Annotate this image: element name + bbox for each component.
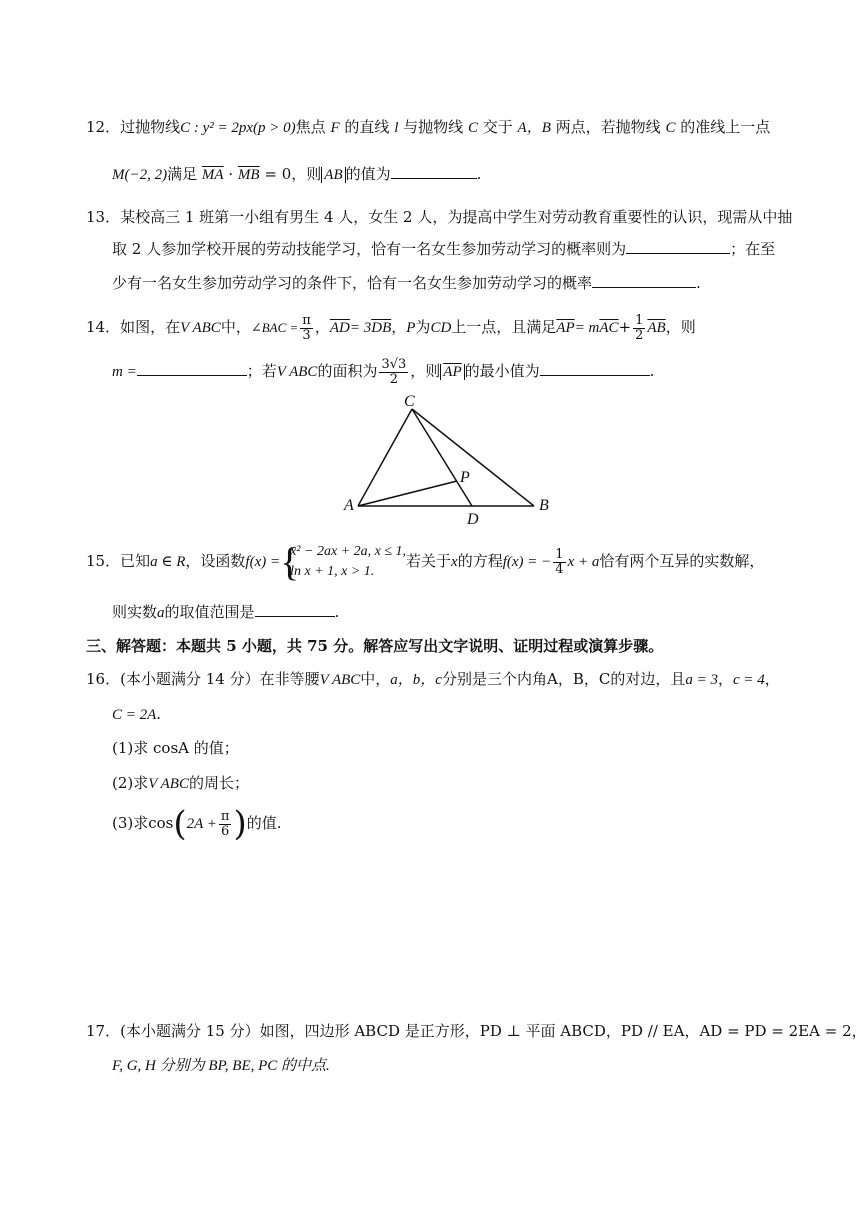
q16-text: ， (764, 670, 780, 688)
q15-text: x + a (567, 554, 600, 570)
answer-blank (137, 361, 247, 376)
q16-part-2-text: 的周长； (188, 774, 249, 792)
q14-text: ，则 (410, 362, 441, 380)
q15-text: 若关于 (406, 552, 452, 570)
q12-text: 焦点 (295, 118, 326, 136)
q14-text: 为 (415, 318, 431, 336)
q16-part-1-text: (1)求 cosA 的值； (112, 739, 239, 757)
q14-text: = 3 (349, 320, 372, 336)
q14-vector-ac: $\overline{AC}$ (599, 320, 619, 336)
q13-text: ；在至 (730, 240, 776, 258)
frac-num: π (302, 312, 311, 328)
q16-a-eq: a = 3 (685, 672, 718, 688)
frac-num: 3√3 (381, 356, 407, 372)
q15-text: 的取值范围是 (164, 603, 255, 621)
q16-triangle: V ABC (319, 672, 361, 688)
q14-abs-ap: $\overline{AP}$ (440, 364, 464, 380)
q16-part-3-text: 的值. (246, 814, 282, 832)
q14-vector-ab: $\overline{AB}$ (647, 320, 666, 336)
q16-text: (本小题满分 14 分）在非等腰 (120, 670, 320, 688)
q14-text: 的面积为 (317, 362, 378, 380)
q13-text: 某校高三 1 班第一小组有男生 4 人，女生 2 人，为提高中学生对劳动教育重要性的认识，现需从中抽 (120, 208, 793, 226)
q13-text: 少有一名女生参加劳动学习的条件下，恰有一名女生参加劳动学习的概率 (112, 274, 593, 292)
q12-text: 与抛物线 (403, 118, 464, 136)
paren-left: ( (173, 804, 187, 844)
q12-var: l (394, 120, 399, 136)
q12-text: 的值为 (345, 165, 391, 183)
q15-text: 恰有两个互异的实数解， (599, 552, 765, 570)
q12-line1 (86, 116, 770, 139)
frac-num: 1 (635, 312, 644, 328)
segment-cd (412, 409, 472, 506)
q15-fx: f(x) = (245, 554, 281, 570)
q14-frac-area (379, 358, 408, 387)
q16-line1 (86, 668, 780, 691)
q16-text: 分别是三个内角 (441, 670, 547, 688)
q15-line2 (112, 601, 339, 624)
q13-line2 (112, 238, 775, 260)
label-b: B (539, 497, 549, 514)
q13-text: . (696, 274, 701, 292)
q15-var: a (157, 605, 165, 621)
q16-part2 (112, 772, 249, 795)
brace-icon: { (280, 539, 300, 584)
q15-text: 已知 (120, 552, 151, 570)
q16-cos: cos (148, 814, 174, 832)
q15-piece-2: ln x + 1, x > 1. (290, 564, 375, 579)
q14-triangle: V ABC (180, 320, 221, 336)
q13-text: 取 2 人参加学校开展的劳动技能学习，恰有一名女生参加劳动学习的概率则为 (112, 240, 627, 258)
q16-line2 (112, 703, 161, 726)
q14-text: 中， (220, 318, 251, 336)
side-ac (358, 409, 412, 506)
q14-frac-half (633, 314, 645, 343)
paren-right: ) (233, 804, 247, 844)
q14-var: P (406, 320, 416, 336)
frac-num: 1 (555, 546, 564, 562)
q12-point-m: M(−2, 2) (112, 167, 168, 183)
q16-text: . (156, 705, 162, 723)
section-3-text: 三、解答题：本题共 5 小题，共 75 分。解答应写出文字说明、证明过程或演算步骤。 (86, 637, 664, 655)
q15-number: 15． (86, 552, 121, 570)
q15-text: . (334, 603, 340, 621)
q14-frac-pi3 (300, 314, 313, 343)
q12-line2 (112, 163, 481, 186)
q14-m: m = (112, 364, 137, 380)
q13-number: 13． (86, 208, 121, 226)
q12-var: A，B (517, 120, 551, 136)
frac-den: 3 (302, 327, 311, 343)
label-p: P (460, 469, 470, 486)
q15-var: x (451, 554, 458, 570)
q14-number: 14． (86, 318, 121, 336)
q12-text: 过抛物线 (120, 118, 181, 136)
q12-text: 的直线 (344, 118, 390, 136)
q15-text: f(x) = − (502, 554, 552, 570)
q15-piecewise (280, 539, 407, 584)
q15-line1 (86, 540, 764, 583)
label-c: C (404, 393, 415, 410)
q15-a-in-r: a ∈ R (150, 554, 186, 570)
q16-inner: 2A + (186, 816, 217, 832)
q12-text: 两点，若抛物线 (555, 118, 661, 136)
q12-text: · (228, 165, 234, 183)
q16-part1 (112, 737, 239, 759)
q17-line2 (112, 1055, 330, 1077)
q12-text: . (476, 165, 482, 183)
q15-frac-quarter (553, 548, 565, 577)
frac-den: 2 (635, 327, 644, 343)
q14-vector-ad: $\overline{AD}$ (329, 320, 350, 336)
triangle-figure (340, 392, 560, 528)
q15-text: 则实数 (112, 603, 158, 621)
q14-text: . (649, 362, 655, 380)
q15-text: ，设函数 (185, 552, 246, 570)
answer-blank (592, 273, 696, 288)
q14-text: 的最小值为 (464, 362, 540, 380)
q16-triangle: V ABC (148, 776, 189, 792)
q12-number: 12． (86, 118, 121, 136)
q14-text: ， (391, 318, 407, 336)
q14-text: ；若 (246, 362, 277, 380)
q14-line2 (112, 354, 654, 389)
q13-line3 (112, 272, 701, 294)
q12-vector-ma: $\overline{MA}$ (201, 167, 224, 183)
label-a: A (344, 497, 354, 514)
frac-num: π (220, 808, 230, 824)
side-cb (412, 409, 534, 506)
q16-c-2a: C = 2A (112, 707, 157, 723)
q12-parabola-eq: C : y² = 2px(p > 0) (180, 120, 296, 136)
answer-blank (255, 602, 335, 617)
q16-text: 中， (360, 670, 391, 688)
q12-text: = 0 (264, 165, 292, 183)
segment-ap (358, 481, 457, 506)
q17-text: F, G, H 分别为 BP, BE, PC 的中点. (112, 1058, 330, 1074)
answer-blank (626, 239, 730, 254)
q14-vector-ap: $\overline{AP}$ (556, 320, 575, 336)
q14-text: = m (574, 320, 600, 336)
q16-number: 16． (86, 670, 121, 688)
q12-var: F (330, 120, 340, 136)
q16-sides: a，b，c (390, 672, 442, 688)
q12-vector-mb: $\overline{MB}$ (237, 167, 260, 183)
q14-triangle: V ABC (276, 364, 318, 380)
label-d: D (467, 511, 479, 528)
q16-text: 的对边，且 (610, 670, 686, 688)
section-3-heading (86, 635, 663, 657)
q14-vector-db: $\overline{DB}$ (371, 320, 392, 336)
q14-text: ， (314, 318, 330, 336)
frac-den: 6 (221, 823, 230, 839)
q12-abs-ab: AB (321, 167, 345, 183)
q14-angle: ∠BAC = (250, 320, 299, 335)
q16-text: ， (717, 670, 733, 688)
q12-text: 的准线上一点 (680, 118, 771, 136)
frac-den: 4 (555, 561, 564, 577)
answer-blank (391, 164, 477, 179)
q14-line1 (86, 312, 696, 343)
q15-text: 的方程 (457, 552, 503, 570)
q16-c-eq: c = 4 (732, 672, 765, 688)
q17-text: (本小题满分 15 分）如图，四边形 ABCD 是正方形，PD ⊥ 平面 ABCD，PD // EA，AD = PD = 2EA = 2， (120, 1022, 867, 1040)
q16-angles: A，B，C (546, 670, 611, 688)
q16-part-2-text: (2)求 (112, 774, 149, 792)
q17-number: 17． (86, 1022, 121, 1040)
q13-line1 (86, 206, 792, 228)
q12-text: 满足 (167, 165, 198, 183)
q14-text: 上一点，且满足 (451, 318, 557, 336)
q14-text: ，则 (665, 318, 696, 336)
q15-piece-1: x² − 2ax + 2a, x ≤ 1, (290, 544, 407, 559)
q17-line1 (86, 1020, 867, 1042)
q16-part3 (112, 804, 282, 844)
q12-var: C (665, 120, 676, 136)
frac-den: 2 (389, 371, 398, 387)
q14-text: 如图，在 (120, 318, 181, 336)
q12-var: C (467, 120, 478, 136)
q14-var: CD (430, 320, 452, 336)
q12-text: ，则 (291, 165, 322, 183)
answer-blank (540, 361, 650, 376)
q16-part-3-text: (3)求 (112, 814, 149, 832)
q16-frac-pi6 (219, 810, 232, 839)
q12-text: 交于 (482, 118, 513, 136)
q14-text: + (618, 318, 632, 336)
